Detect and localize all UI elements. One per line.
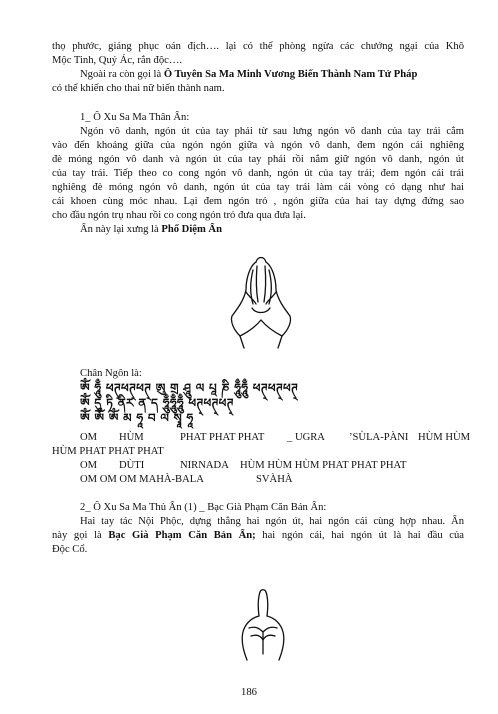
text-line: đè móng ngón vô danh và ngón út của tay phải rồi nắm giữ ngón vô danh, ngón út (52, 154, 464, 165)
text-line: Mộc Tinh, Quỷ Ác, rắn độc…. (52, 55, 183, 66)
mantra-label: Chân Ngôn là: (80, 368, 142, 379)
mantra-word: NIRNADA (180, 460, 229, 471)
siddham-line: ༀ དུ ཏི ནིར ན ད ཧཱུྃཧཱུྃཧཱུྃ ཕཊ྄ཕཊ྄ཕཊ྄ (80, 396, 234, 410)
siddham-line: ༀ ཧཱུྃ ཕཊ྄ཕཊ྄ཕཊ྄ ཨུ གྲ ཤཱུ ལ པཱ ཎི ཧཱུྃཧཱུྃ ཕཊ྄ཕཊ྄ཕཊ྄ (80, 381, 299, 395)
text-line: có thể khiến cho thai nữ biến thành nam. (52, 83, 225, 94)
text-line (52, 529, 464, 542)
text-line (80, 68, 464, 81)
dharma-title: Ô Tuyên Sa Ma Minh Vương Biến Thành Nam Tử Pháp (163, 69, 418, 80)
mantra-word: DÙTI (119, 460, 145, 471)
mantra-word: HÙM HÙM (418, 432, 471, 443)
page-number: 186 (241, 687, 257, 698)
section-heading-2: 2_ Ô Xu Sa Ma Thủ Ấn (1) _ Bạc Già Phạm Căn Bản Ấn: (80, 502, 327, 513)
section-heading-1: 1_ Ô Xu Sa Ma Thân Ấn: (80, 112, 190, 123)
text-line: vào đến khoảng giữa của ngón ngón giữa và ngón vô danh, đem ngón cái nghiêng (52, 140, 464, 151)
text-line: Ngón vô danh, ngón út của tay phải từ sau lưng ngón vô danh của tay trái cắm (80, 126, 464, 137)
mantra-word: OM (80, 460, 98, 471)
text-line: cho đầu ngón trụ nhau rồi co cong ngón trỏ đưa qua đưa lại. (52, 210, 306, 221)
mantra-word: HÙM (119, 432, 144, 443)
text-line: nghiêng đè móng ngón vô danh, ngón út của tay trái làm cái vòng có dạng như hai (52, 182, 464, 193)
text-line: cái khoen cùng móc nhau. Lại đem ngón trỏ , ngón giữa của hai tay dựng đứng sao (52, 196, 464, 207)
text-span: này gọi là (52, 530, 109, 541)
mudra-name: Bạc Già Phạm Căn Bản Ấn; (108, 530, 256, 541)
mudra-hands-figure-1 (226, 252, 296, 352)
mantra-word: OM (80, 432, 98, 443)
mantra-word: PHAT PHAT PHAT (180, 432, 265, 443)
text-line (80, 223, 464, 236)
siddham-line: ༀ ༀ ༀ མ ཧཱ བ ལ སྭཱ ཧཱ (80, 411, 194, 425)
text-span: hai ngón cái, hai ngón út là hai đầu của (255, 530, 464, 541)
mantra-word: _ UGRA (287, 432, 325, 443)
mantra-word: OM OM OM MAHÀ-BALA (80, 474, 204, 485)
mudra-name: Phổ Diệm Ấn (161, 224, 222, 235)
text-span: Ấn này lại xưng là (80, 224, 162, 235)
text-line: thọ phước, giáng phục oán địch…. lại có thể phòng ngừa các chướng ngại của Khô (52, 41, 464, 52)
mantra-word: ’SÙLA-PÀNI (349, 432, 409, 443)
text-line: của tay trái. Tiếp theo co cong ngón vô danh, ngón út của tay trái; đem ngón cái trái (52, 168, 464, 179)
mantra-word: HÙM HÙM HÙM PHAT PHAT PHAT (240, 460, 407, 471)
text-span: Ngoài ra còn gọi là (80, 69, 164, 80)
text-line: Hai tay tác Nội Phộc, dựng thẳng hai ngón út, hai ngón cái cùng hợp nhau. Ấn (80, 516, 464, 527)
text-line: Độc Cổ. (52, 544, 88, 555)
mantra-line: HÙM PHAT PHAT PHAT (52, 446, 164, 457)
mantra-word: SVÀHÀ (256, 474, 293, 485)
mudra-hands-figure-2 (233, 588, 293, 668)
